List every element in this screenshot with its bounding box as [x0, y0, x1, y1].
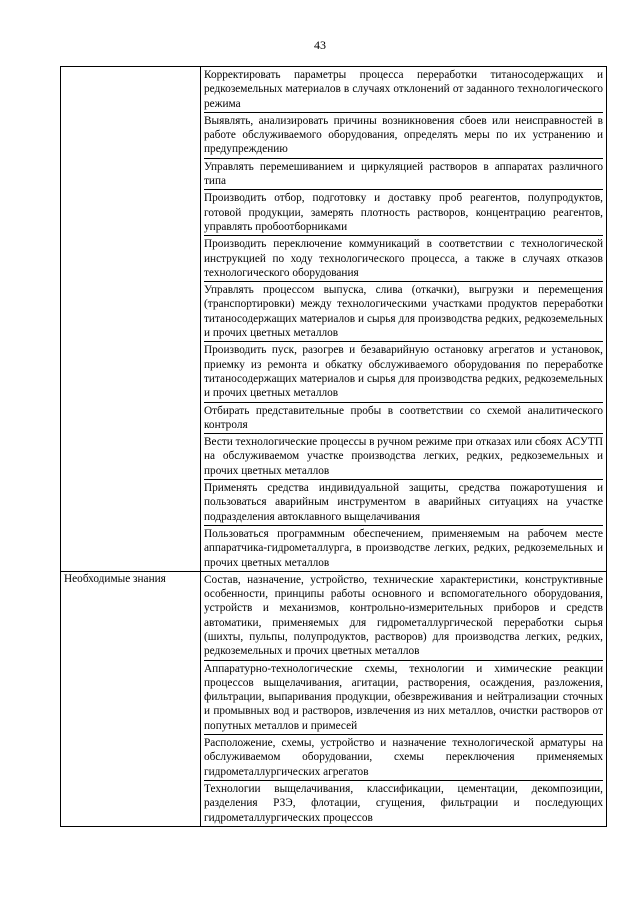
knowledge-cell: [201, 571, 607, 826]
table-row-knowledge: [61, 571, 607, 826]
page-number: 43: [314, 38, 326, 52]
list-item: Производить переключение коммуникаций в соответствии с технологической инструкцией по ходу технологического процесса, а также в случаях отказов технологического оборудования: [204, 236, 603, 282]
row-label-skills: [61, 67, 201, 572]
list-item: Управлять перемешиванием и циркуляцией растворов в аппаратах различного типа: [204, 159, 603, 191]
list-item: Выявлять, анализировать причины возникновения сбоев или неисправностей в работе обслуживаемого оборудования, определять меры по их устранению и предупреждению: [204, 113, 603, 159]
row-label-knowledge: Необходимые знания: [61, 571, 201, 826]
list-item: Управлять процессом выпуска, слива (откачки), выгрузки и перемещения (транспортировки) между технологическими участками продуктов переработки титаносодержащих материалов и сырья для производства редких, редкоземельных и прочих цветных металлов: [204, 282, 603, 342]
list-item: Расположение, схемы, устройство и назначение технологической арматуры на обслуживаемом оборудовании, схемы переключения применяемых гидрометаллургических агрегатов: [204, 735, 603, 781]
list-item: Отбирать представительные пробы в соответствии со схемой аналитического контроля: [204, 403, 603, 435]
list-item: Пользоваться программным обеспечением, применяемым на рабочем месте аппаратчика-гидрометаллурга, в производстве легких, редких, редкоземельных и прочих цветных металлов: [204, 527, 603, 569]
table-row-skills: [61, 67, 607, 572]
list-item: Технологии выщелачивания, классификации, цементации, декомпозиции, разделения РЗЭ, флотации, сгущения, фильтрации и последующих гидрометаллургических процессов: [204, 782, 603, 824]
skills-cell: [201, 67, 607, 572]
list-item: Аппаратурно-технологические схемы, технологии и химические реакции процессов выщелачивания, агитации, растворения, осаждения, разложения, фильтрации, выпаривания продукции, обезвреживания и нейтрализации сточных и промывных вод и растворов, извлечения из них металлов, очистки растворов от попутных металлов и примесей: [204, 661, 603, 735]
competency-table: [60, 66, 607, 827]
list-item: Производить пуск, разогрев и безаварийную остановку агрегатов и установок, приемку из ремонта и обкатку обслуживаемого оборудования по переработке титаносодержащих материалов и сырья для производства редких, редкоземельных и прочих цветных металлов: [204, 342, 603, 402]
list-item: Состав, назначение, устройство, технические характеристики, конструктивные особенности, принципы работы основного и вспомогательного оборудования, устройств и механизмов, контрольно-измерительных приборов и средств автоматики, применяемых для гидрометаллургической переработки сырья (шихты, пульпы, полупродуктов, растворов) для производства легких, редких, редкоземельных и прочих цветных металлов: [204, 572, 603, 661]
list-item: Корректировать параметры процесса переработки титаносодержащих и редкоземельных материалов в случаях отклонений от заданного технологического режима: [204, 67, 603, 113]
list-item: Производить отбор, подготовку и доставку проб реагентов, полупродуктов, готовой продукции, замерять плотность растворов, концентрацию реагентов, управлять пробоотборниками: [204, 190, 603, 236]
list-item: Применять средства индивидуальной защиты, средства пожаротушения и пользоваться аварийным инструментом в аварийных ситуациях на участке подразделения автоклавного выщелачивания: [204, 480, 603, 526]
list-item: Вести технологические процессы в ручном режиме при отказах или сбоях АСУТП на обслуживаемом участке производства легких, редких, редкоземельных и прочих цветных металлов: [204, 434, 603, 480]
